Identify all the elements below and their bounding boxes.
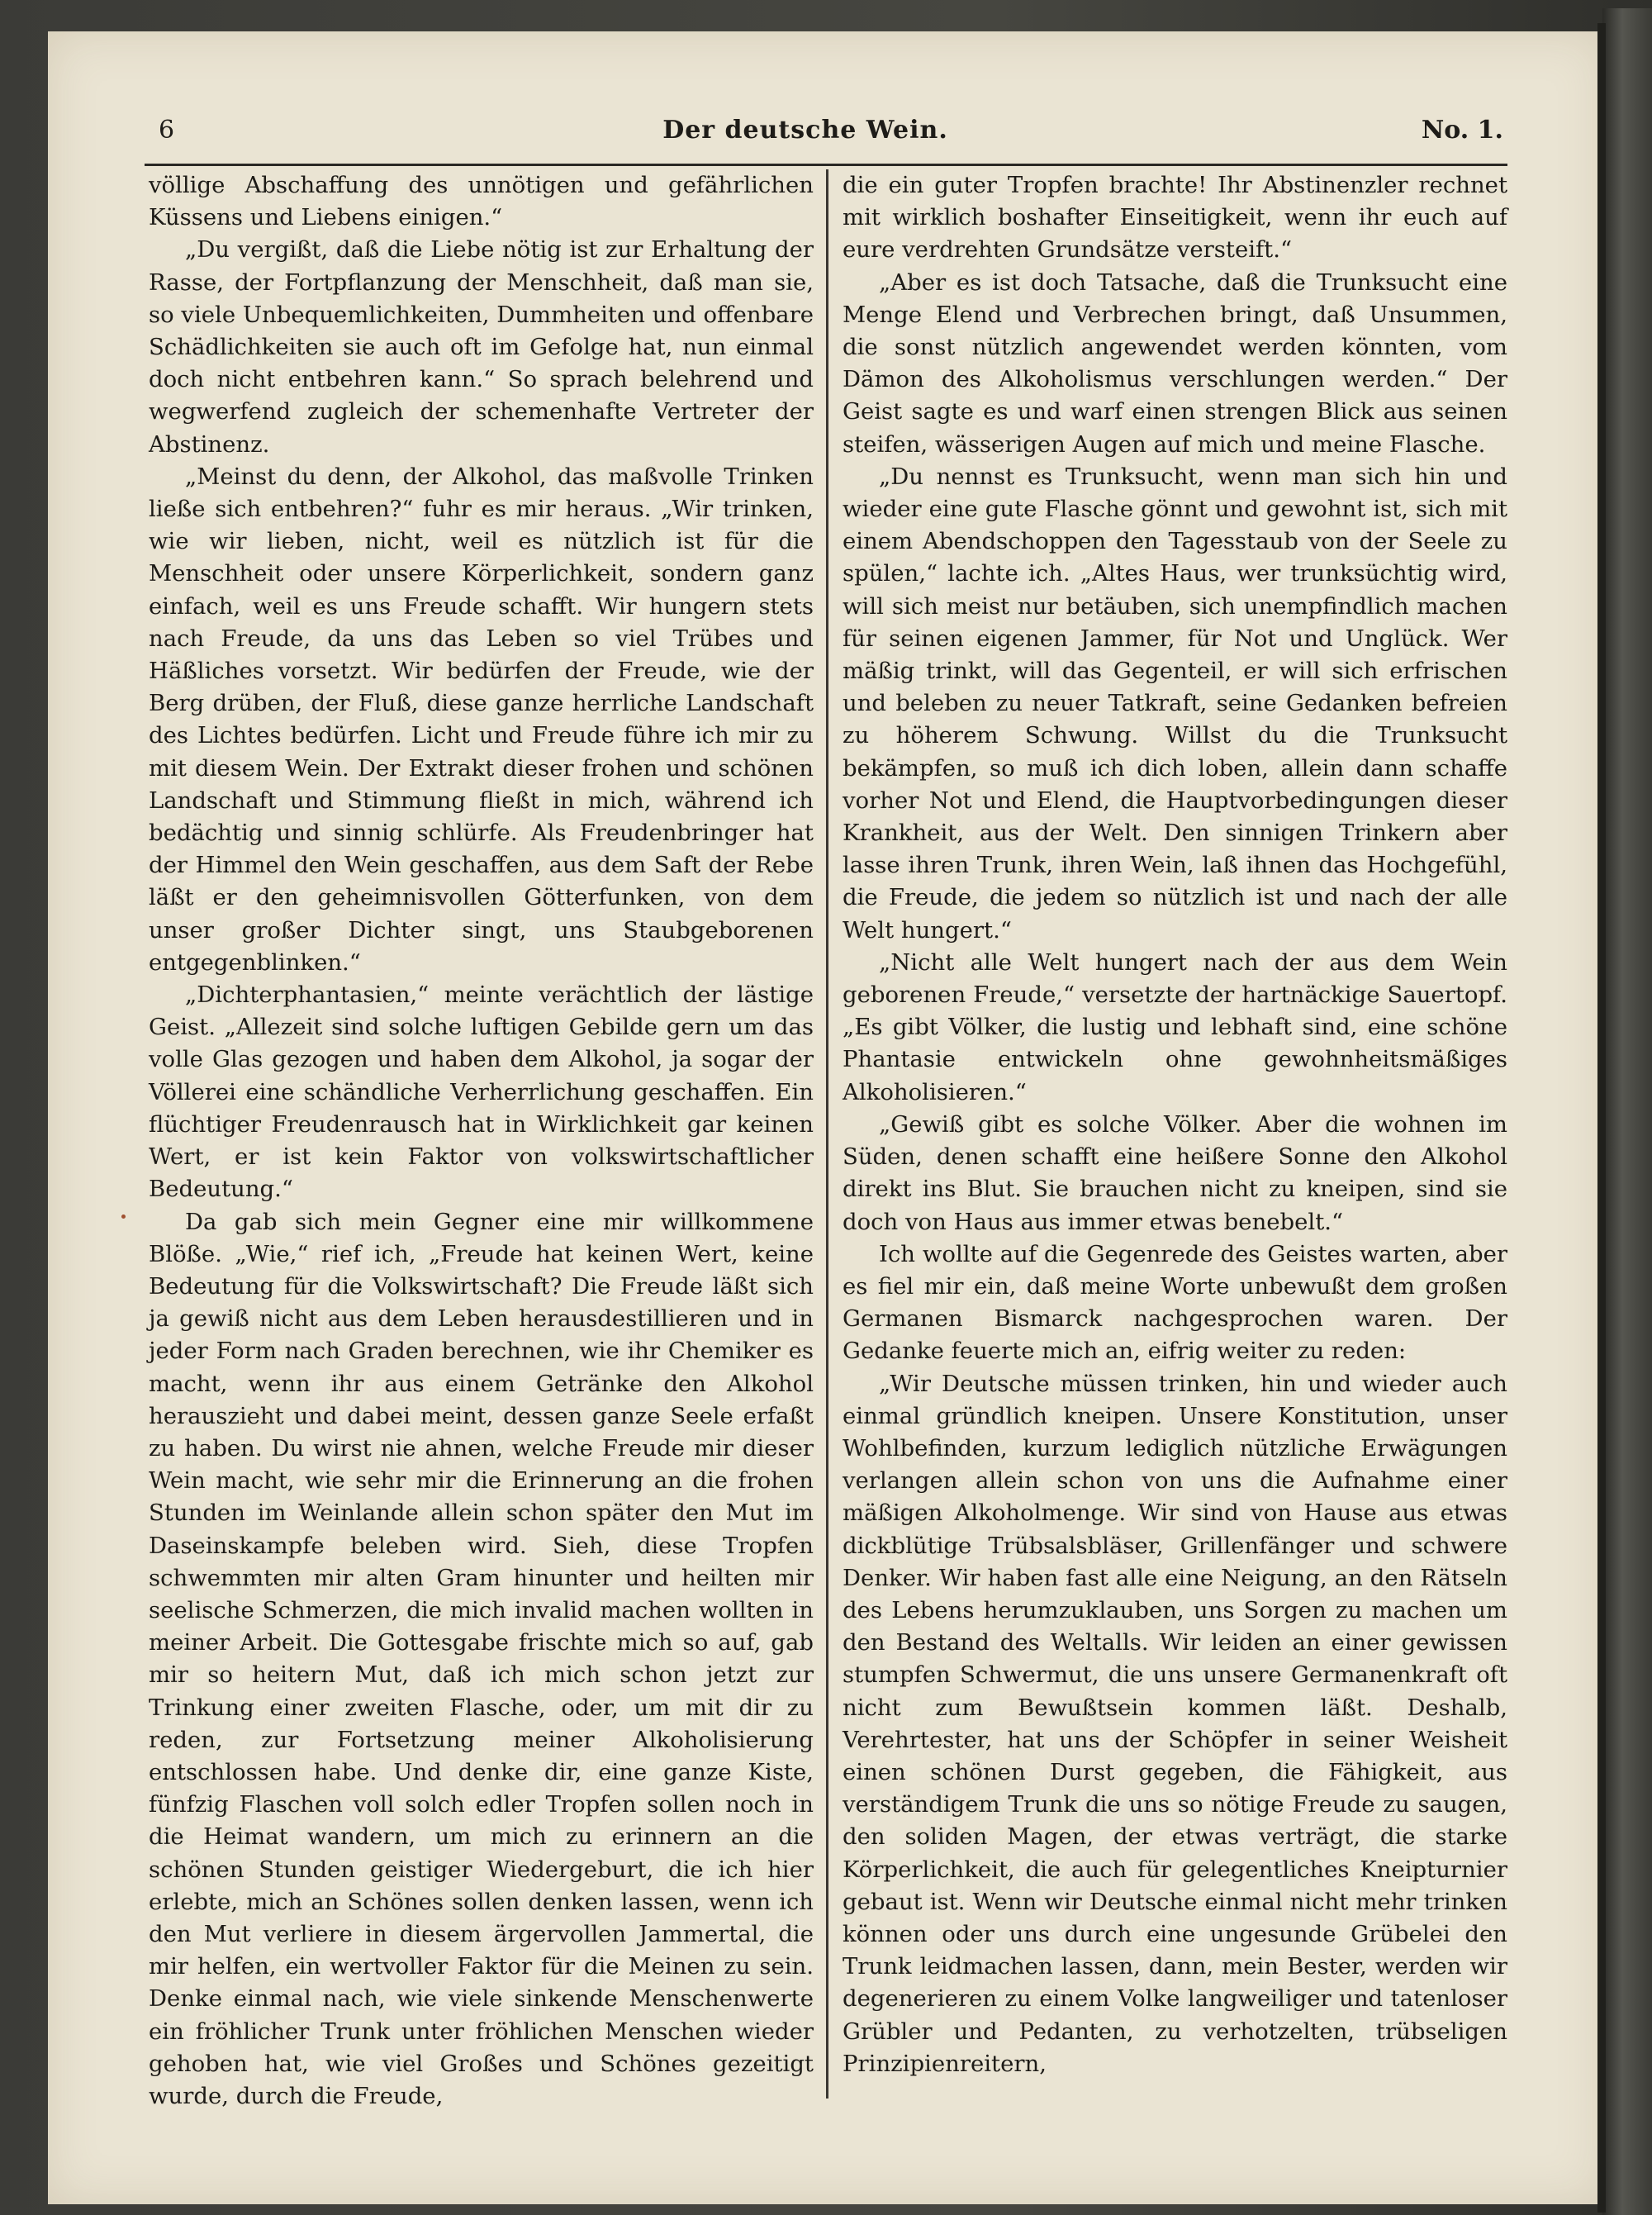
paragraph: völlige Abschaffung des unnötigen und gefährlichen Küssens und Liebens einigen.“	[149, 172, 814, 231]
page-binding-edge	[1597, 23, 1606, 2213]
paragraph: Ich wollte auf die Gegenrede des Geistes warten, aber es fiel mir ein, daß meine Worte unbewußt dem großen Germanen Bismarck nachgesprochen waren. Der Gedanke feuerte mich an, eifrig weiter zu reden:	[843, 1240, 1507, 1365]
paragraph: „Wir Deutsche müssen trinken, hin und wieder auch einmal gründlich kneipen. Unsere Konstitution, unser Wohlbefinden, kurzum lediglich nützliche Erwägungen verlangen allein schon von uns die Aufnahme einer mäßigen Alkoholmenge. Wir sind von Hause aus etwas dickblütige Trübsalsbläser, Grillenfänger und schwere Denker. Wir haben fast alle eine Neigung, an den Rätseln des Lebens herumzuklauben, uns Sorgen zu machen um den Bestand des Weltalls. Wir leiden an einer gewissen stumpfen Schwermut, die uns unsere Germanenkraft oft nicht zum Bewußtsein kommen läßt. Deshalb, Verehrtester, hat uns der Schöpfer in seiner Weisheit einen schönen Durst gegeben, die Fähigkeit, aus verständigem Trunk die uns so nötige Freude zu saugen, den soliden Magen, der etwas verträgt, die starke Körperlichkeit, die auch für gelegentliches Kneipturnier gebaut ist. Wenn wir Deutsche einmal nicht mehr trinken können oder uns durch eine ungesunde Grübelei den Trunk leidmachen lassen, dann, mein Bester, werden wir degenerieren zu einem Volke langweiliger und tatenloser Grübler und Pedanten, zu verhotzelten, trübseligen Prinzipienreitern,	[843, 1370, 1507, 2077]
paragraph: „Aber es ist doch Tatsache, daß die Trunksucht eine Menge Elend und Verbrechen bringt, daß Unsummen, die sonst nützlich angewendet werden könnten, vom Dämon des Alkoholismus verschlungen werden.“ Der Geist sagte es und warf einen strengen Blick aus seinen steifen, wässerigen Augen auf mich und meine Flasche.	[843, 269, 1507, 458]
paragraph: „Meinst du denn, der Alkohol, das maßvolle Trinken ließe sich entbehren?“ fuhr es mir heraus. „Wir trinken, wie wir lieben, nicht, weil es nützlich ist für die Menschheit oder unsere Körperlichkeit, sondern ganz einfach, weil es uns Freude schafft. Wir hungern stets nach Freude, da uns das Leben so viel Trübes und Häßliches vorsetzt. Wir bedürfen der Freude, wie der Berg drüben, der Fluß, diese ganze herrliche Landschaft des Lichtes bedürfen. Licht und Freude führe ich mir zu mit diesem Wein. Der Extrakt dieser frohen und schönen Landschaft und Stimmung fließt in mich, während ich bedächtig und sinnig schlürfe. Als Freudenbringer hat der Himmel den Wein geschaffen, aus dem Saft der Rebe läßt er den geheimnisvollen Götterfunken, von dem unser großer Dichter singt, uns Staubgeborenen entgegenblinken.“	[149, 463, 814, 976]
paragraph: die ein guter Tropfen brachte! Ihr Abstinenzler rechnet mit wirklich boshafter Einseitigkeit, wenn ihr euch auf eure verdrehten Grundsätze versteift.“	[843, 172, 1507, 264]
page-header	[107, 116, 1503, 155]
ink-mark	[121, 1214, 126, 1219]
left-column	[149, 169, 814, 2113]
paragraph: „Gewiß gibt es solche Völker. Aber die wohnen im Süden, denen schafft eine heißere Sonne den Alkohol direkt ins Blut. Sie brauchen nicht zu kneipen, sind sie doch von Haus aus immer etwas benebelt.“	[843, 1110, 1507, 1235]
issue-number: No. 1.	[1421, 116, 1503, 145]
page-number: 6	[159, 116, 175, 145]
page-edge-shadow	[1602, 8, 1652, 2215]
paragraph: „Dichterphantasien,“ meinte verächtlich der lästige Geist. „Allezeit sind solche luftigen Gebilde gern um das volle Glas gezogen und haben dem Alkohol, ja sogar der Völlerei eine schändliche Verherrlichung geschaffen. Ein flüchtiger Freudenrausch hat in Wirklichkeit gar keinen Wert, er ist kein Faktor von volkswirtschaftlicher Bedeutung.“	[149, 982, 814, 1203]
right-column	[843, 169, 1507, 2080]
paragraph: „Du vergißt, daß die Liebe nötig ist zur Erhaltung der Rasse, der Fortpflanzung der Menschheit, daß man sie, so viele Unbequemlichkeiten, Dummheiten und offenbare Schädlichkeiten sie auch oft im Gefolge hat, nun einmal doch nicht entbehren kann.“ So sprach belehrend und wegwerfend zugleich der schemenhafte Vertreter der Abstinenz.	[149, 236, 814, 458]
header-rule	[145, 164, 1507, 166]
column-divider	[826, 169, 828, 2099]
paragraph: Da gab sich mein Gegner eine mir willkommene Blöße. „Wie,“ rief ich, „Freude hat keinen Wert, keine Bedeutung für die Volkswirtschaft? Die Freude läßt sich ja gewiß nicht aus dem Leben herausdestillieren und in jeder Form nach Graden berechnen, wie ihr Chemiker es macht, wenn ihr aus einem Getränke den Alkohol herauszieht und dabei meint, dessen ganze Seele erfaßt zu haben. Du wirst nie ahnen, welche Freude mir dieser Wein macht, wie sehr mir die Erinnerung an die frohen Stunden im Weinlande allein schon später den Mut im Daseinskampfe beleben wird. Sieh, diese Tropfen schwemmten mir alten Gram hinunter und heilten mir seelische Schmerzen, die mich invalid machen wollten in meiner Arbeit. Die Gottesgabe frischte mich so auf, gab mir so heitern Mut, daß ich mich schon jetzt zur Trinkung einer zweiten Flasche, oder, um mit dir zu reden, zur Fortsetzung meiner Alkoholisierung entschlossen habe. Und denke dir, eine ganze Kiste, fünfzig Flaschen voll solch edler Tropfen sollen noch in die Heimat wandern, um mich zu erinnern an die schönen Stunden geistiger Wiedergeburt, die ich hier erlebte, mich an Schönes sollen denken lassen, wenn ich den Mut verliere in diesem ärgervollen Jammertal, die mir helfen, ein wertvoller Faktor für die Meinen zu sein. Denke einmal nach, wie viele sinkende Menschenwerte ein fröhlicher Trunk unter fröhlichen Menschen wieder gehoben hat, wie viel Großes und Schönes gezeitigt wurde, durch die Freude,	[149, 1208, 814, 2109]
publication-title: Der deutsche Wein.	[662, 116, 948, 145]
paragraph: „Nicht alle Welt hungert nach der aus dem Wein geborenen Freude,“ versetzte der hartnäckige Sauertopf. „Es gibt Völker, die lustig und lebhaft sind, eine schöne Phantasie entwickeln ohne gewohnheitsmäßiges Alkoholisieren.“	[843, 948, 1507, 1105]
paragraph: „Du nennst es Trunksucht, wenn man sich hin und wieder eine gute Flasche gönnt und gewohnt ist, sich mit einem Abendschoppen den Tagesstaub von der Seele zu spülen,“ lachte ich. „Altes Haus, wer trunksüchtig wird, will sich meist nur betäuben, sich unempfindlich machen für seinen eigenen Jammer, für Not und Unglück. Wer mäßig trinkt, will das Gegenteil, er will sich erfrischen und beleben zu neuer Tatkraft, seine Gedanken befreien zu höherem Schwung. Willst du die Trunksucht bekämpfen, so muß ich dich loben, allein dann schaffe vorher Not und Elend, die Hauptvorbedingungen dieser Krankheit, aus der Welt. Den sinnigen Trinkern aber lasse ihren Trunk, ihren Wein, laß ihnen das Hochgefühl, die Freude, die jedem so nützlich ist und nach der alle Welt hungert.“	[843, 463, 1507, 944]
